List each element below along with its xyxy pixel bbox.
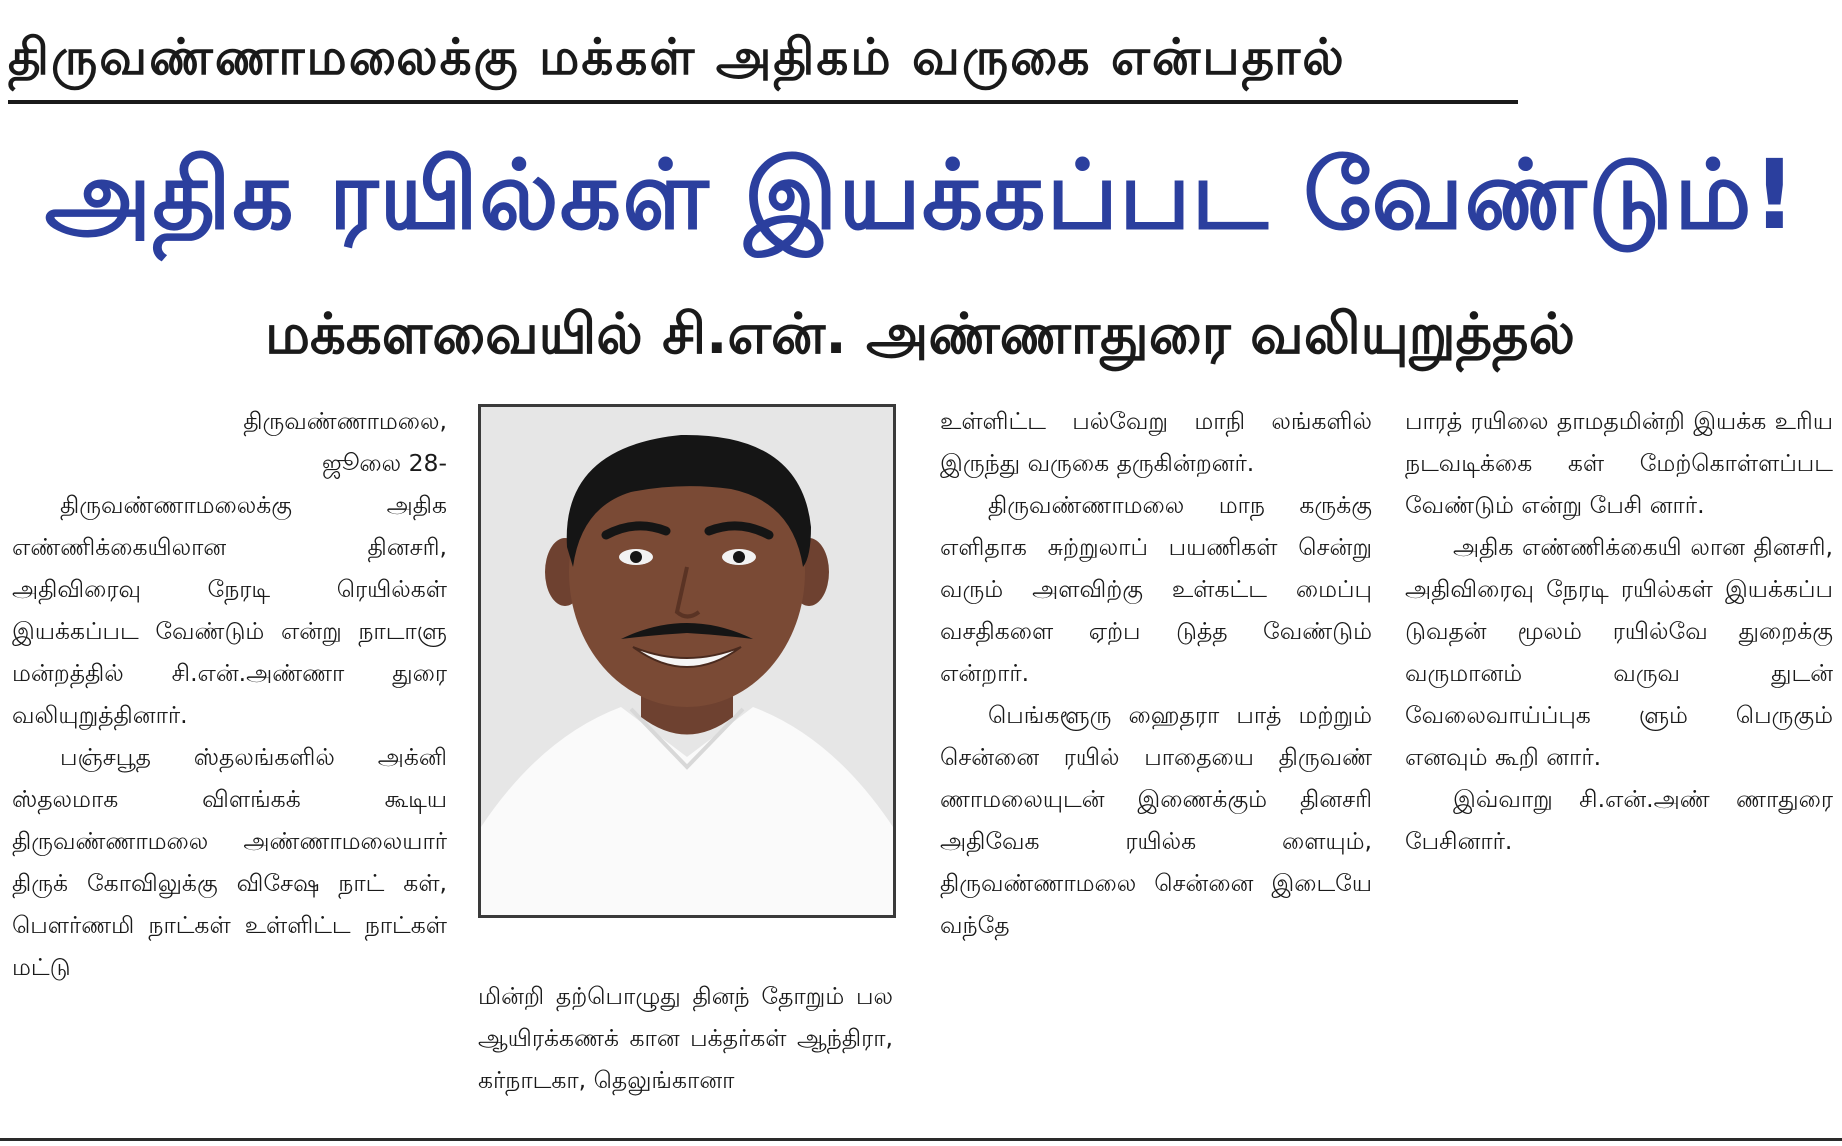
paragraph: அதிக எண்ணிக்கையி லான தினசரி, அதிவிரைவு நேரடி ரயில்கள் இயக்கப்ப டுவதன் மூலம் ரயில்வே துறைக்கு வருமானம் வருவ துடன் வேலைவாய்ப்புக ளும் பெருகும் எனவும் கூறி னார். — [1405, 533, 1833, 771]
kicker-headline: திருவண்ணாமலைக்கு மக்கள் அதிகம் வருகை என்பதால் — [8, 14, 1518, 104]
paragraph: பஞ்சபூத ஸ்தலங்களில் அக்னி ஸ்தலமாக விளங்கக் கூடிய திருவண்ணாமலை அண்ணாமலையார் திருக் கோவிலுக்கு விசேஷ நாட் கள், பௌர்ணமி நாட்கள் உள்ளிட்ட நாட்கள் மட்டு — [12, 743, 447, 981]
paragraph: திருவண்ணாமலை மாந கருக்கு எளிதாக சுற்றுலாப் பயணிகள் சென்று வரும் அளவிற்கு உள்கட்ட மைப்பு வசதிகளை ஏற்ப டுத்த வேண்டும் என்றார். — [940, 491, 1372, 687]
paragraph: பாரத் ரயிலை தாமதமின்றி இயக்க உரிய நடவடிக்கை கள் மேற்கொள்ளப்பட வேண்டும் என்று பேசி னார். — [1405, 407, 1833, 519]
article-column-1 — [12, 400, 447, 1110]
paragraph: உள்ளிட்ட பல்வேறு மாநி லங்களில் இருந்து வருகை தருகின்றனர். — [940, 407, 1372, 477]
sub-headline: மக்களவையில் சி.என். அண்ணாதுரை வலியுறுத்தல் — [264, 302, 1576, 367]
portrait-icon — [481, 407, 893, 915]
paragraph: திருவண்ணாமலைக்கு அதிக எண்ணிக்கையிலான தினசரி, அதிவிரைவு நேரடி ரெயில்கள் இயக்கப்பட வேண்டும் என்று நாடாளு மன்றத்தில் சி.என்.அண்ணா துரை வலியுறுத்தினார். — [12, 491, 447, 729]
dateline-place: திருவண்ணாமலை, — [243, 407, 447, 435]
paragraph: மின்றி தற்பொழுது தினந் தோறும் பல ஆயிரக்கணக் கான பக்தர்கள் ஆந்திரா, கர்நாடகா, தெலுங்கானா — [478, 982, 893, 1094]
main-headline: அதிக ரயில்கள் இயக்கப்பட வேண்டும்! — [44, 139, 1798, 251]
article-column-2 — [478, 975, 893, 1110]
dateline-date: ஜூலை 28- — [321, 449, 447, 477]
article-column-4 — [1405, 400, 1833, 1110]
paragraph: பெங்களூரு ஹைதரா பாத் மற்றும் சென்னை ரயில் பாதையை திருவண் ணாமலையுடன் இணைக்கும் தினசரி அதிவேக ரயில்க ளையும், திருவண்ணாமலை சென்னை இடையே வந்தே — [940, 701, 1372, 939]
portrait-photo — [478, 404, 896, 918]
bottom-rule — [0, 1138, 1842, 1141]
paragraph: இவ்வாறு சி.என்.அண் ணாதுரை பேசினார். — [1405, 785, 1833, 855]
article-column-3 — [940, 400, 1372, 1110]
